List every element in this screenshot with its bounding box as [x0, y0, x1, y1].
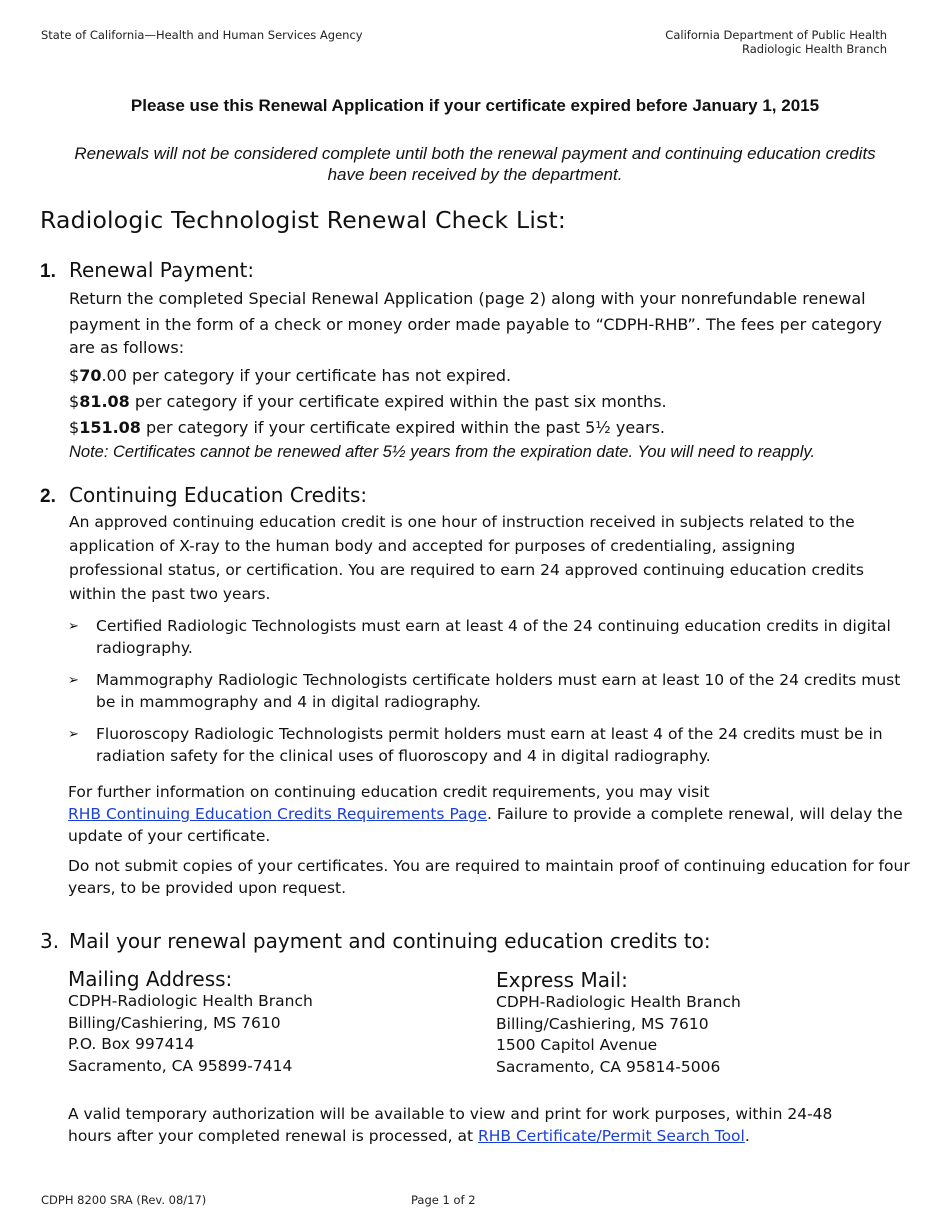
ce-info-paragraph: [68, 781, 913, 847]
section-2-line: professional status, or certification. You are required to earn 24 approved continuing education credits: [69, 561, 864, 579]
expiry-notice: Please use this Renewal Application if your certificate expired before January 1, 2015: [130, 96, 820, 115]
list-item-text: Fluoroscopy Radiologic Technologists permit holders must earn at least 4 of the 24 credits must be in radiation safety for the clinical uses of fluoroscopy and 4 in digital radiography.: [96, 725, 883, 765]
section-3-number: 3.: [40, 929, 60, 953]
form-number: CDPH 8200 SRA (Rev. 08/17): [41, 1193, 207, 1207]
section-2-line: within the past two years.: [69, 585, 271, 603]
fee-dollar: $: [69, 366, 80, 385]
section-1-line: payment in the form of a check or money order made payable to “CDPH-RHB”. The fees per category: [69, 315, 882, 334]
page-title: Radiologic Technologist Renewal Check List:: [40, 206, 567, 234]
fee-dollar: $: [69, 392, 80, 411]
branch-name: Radiologic Health Branch: [741, 42, 887, 56]
list-item: [68, 723, 913, 767]
arrow-bullet-icon: ➢: [68, 619, 79, 634]
section-1-title: Renewal Payment:: [69, 258, 255, 282]
section-1-number: 1.: [40, 261, 56, 282]
mailing-address-heading: Mailing Address:: [68, 967, 233, 991]
address-line: P.O. Box 997414: [68, 1035, 195, 1053]
arrow-bullet-icon: ➢: [68, 673, 79, 688]
list-item: [68, 669, 913, 713]
address-line: CDPH-Radiologic Health Branch: [496, 993, 741, 1011]
express-mail-heading: Express Mail:: [496, 968, 628, 992]
list-item-text: Mammography Radiologic Technologists certificate holders must earn at least 10 of the 24 credits must be in mammography and 4 in digital radiography.: [96, 671, 901, 711]
copies-paragraph: Do not submit copies of your certificates. You are required to maintain proof of continuing education for four years, to be provided upon request.: [68, 857, 910, 897]
section-3-title: Mail your renewal payment and continuing education credits to:: [69, 929, 711, 953]
fee-line: [69, 390, 667, 414]
fee-amount: 151.08: [79, 418, 141, 437]
fee-line: [69, 416, 665, 440]
express-mail-block: [496, 968, 896, 1078]
ce-info-text: For further information on continuing education credit requirements, you may visit: [68, 783, 710, 801]
section-2-number: 2.: [40, 486, 56, 507]
fee-dollar: $: [69, 418, 80, 437]
permit-search-link[interactable]: RHB Certificate/Permit Search Tool: [478, 1127, 745, 1145]
department-name: California Department of Public Health: [665, 28, 887, 42]
list-item: [68, 615, 913, 659]
mailing-address-block: [68, 967, 468, 1077]
temp-authorization-text: .: [744, 1127, 750, 1145]
department-header: [665, 28, 887, 56]
address-line: Sacramento, CA 95899-7414: [68, 1056, 293, 1075]
fee-line: [69, 364, 511, 388]
fee-text: per category if your certificate expired within the past six months.: [129, 392, 667, 411]
fee-cents: .00: [101, 366, 127, 385]
fee-amount: 70: [79, 366, 102, 385]
agency-header: State of California—Health and Human Services Agency: [41, 28, 363, 42]
address-line: 1500 Capitol Avenue: [496, 1036, 658, 1054]
section-1-line: are as follows:: [69, 338, 185, 357]
arrow-bullet-icon: ➢: [68, 727, 79, 742]
fee-text: per category if your certificate has not expired.: [126, 366, 512, 385]
reapply-note: Note: Certificates cannot be renewed after 5½ years from the expiration date. You will need to reapply.: [69, 443, 815, 461]
section-2-line: An approved continuing education credit is one hour of instruction received in subjects related to the: [69, 513, 855, 531]
completion-notice: Renewals will not be considered complete until both the renewal payment and continuing education credits have been received by the department.: [74, 144, 876, 184]
page-number: Page 1 of 2: [411, 1193, 476, 1207]
address-line: CDPH-Radiologic Health Branch: [68, 992, 313, 1010]
section-2-title: Continuing Education Credits:: [69, 483, 368, 507]
temp-authorization-text: A valid temporary authorization will be available to view and print for work purposes, within 24-48 hours after your completed renewal is processed, at: [68, 1105, 833, 1145]
address-line: Billing/Cashiering, MS 7610: [496, 1014, 709, 1033]
section-1-line: Return the completed Special Renewal Application (page 2) along with your nonrefundable renewal: [69, 289, 866, 308]
address-line: Sacramento, CA 95814-5006: [496, 1057, 721, 1076]
ce-info-text: . Failure to provide a complete renewal, will delay the update of your certificate.: [68, 805, 903, 845]
address-line: Billing/Cashiering, MS 7610: [68, 1013, 281, 1032]
fee-amount: 81.08: [79, 392, 130, 411]
section-2-body: [69, 510, 919, 606]
section-1-body: [69, 287, 919, 360]
ce-requirements-link[interactable]: RHB Continuing Education Credits Requirements Page: [68, 805, 487, 823]
section-2-line: application of X-ray to the human body and accepted for purposes of credentialing, assigning: [69, 537, 796, 555]
fee-text: per category if your certificate expired within the past 5½ years.: [140, 418, 665, 437]
list-item-text: Certified Radiologic Technologists must earn at least 4 of the 24 continuing education credits in digital radiography.: [96, 617, 891, 657]
temp-authorization-paragraph: [68, 1103, 878, 1147]
